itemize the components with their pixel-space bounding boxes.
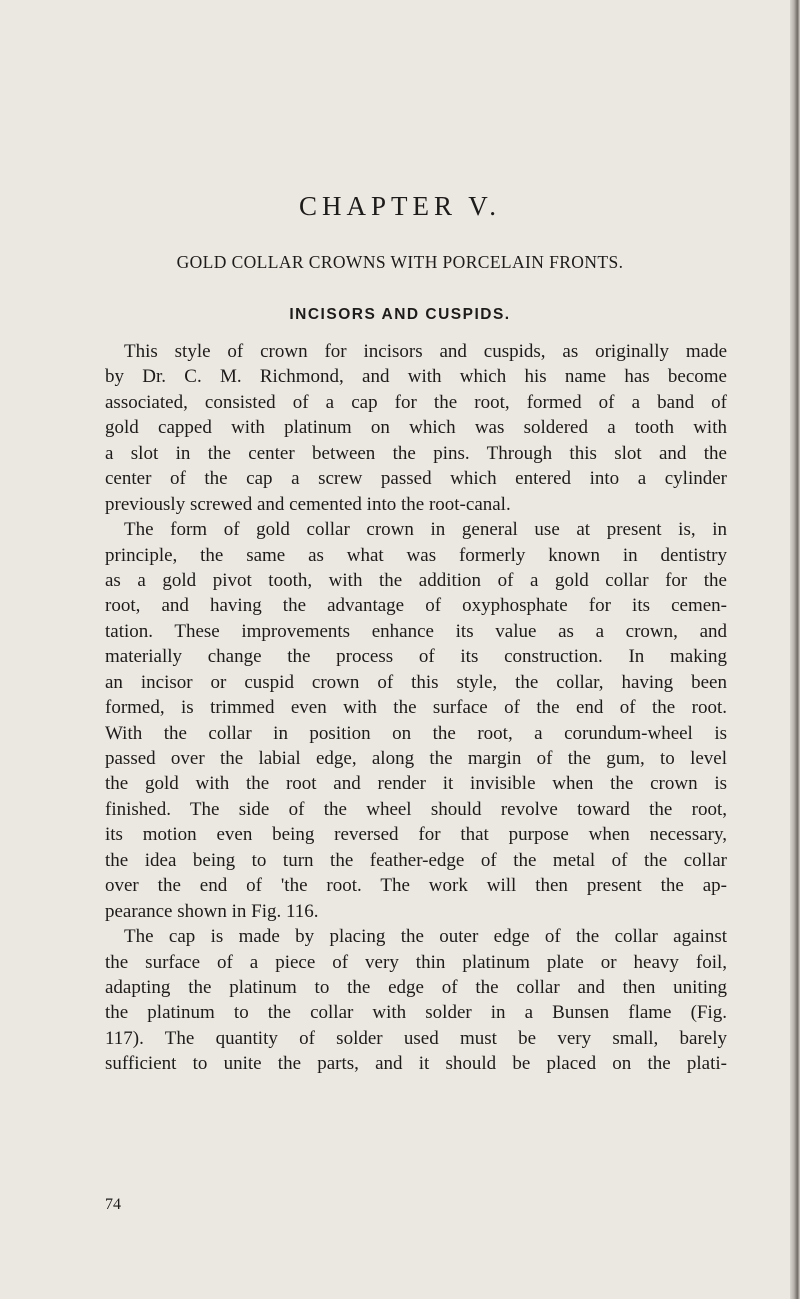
text-line: materially change the process of its construction. In making bbox=[105, 646, 727, 668]
text-line: center of the cap a screw passed which entered into a cylinder bbox=[105, 468, 727, 490]
text-line: the platinum to the collar with solder in a Bunsen flame (Fig. bbox=[105, 1002, 727, 1024]
text-line: passed over the labial edge, along the margin of the gum, to level bbox=[105, 748, 727, 769]
text-line: sufficient to unite the parts, and it should be placed on the plati- bbox=[105, 1053, 727, 1075]
text-line: by Dr. C. M. Richmond, and with which his name has become bbox=[105, 366, 727, 388]
text-line: the gold with the root and render it invisible when the crown is bbox=[105, 773, 727, 795]
text-line: previously screwed and cemented into the root-canal. bbox=[105, 493, 511, 515]
text-line: pearance shown in Fig. 116. bbox=[105, 900, 319, 922]
text-line: root, and having the advantage of oxyphosphate for its cemen- bbox=[105, 595, 727, 617]
section-heading: INCISORS AND CUSPIDS. bbox=[289, 306, 511, 323]
text-line: an incisor or cuspid crown of this style, the collar, having been bbox=[105, 671, 727, 693]
text-line: This style of crown for incisors and cuspids, as originally made bbox=[124, 341, 727, 362]
text-line: gold capped with platinum on which was soldered a tooth with bbox=[105, 417, 727, 439]
text-line: the surface of a piece of very thin platinum plate or heavy foil, bbox=[105, 951, 727, 973]
page-number: 74 bbox=[105, 1196, 121, 1213]
text-line: finished. The side of the wheel should revolve toward the root, bbox=[105, 798, 727, 820]
text-line: With the collar in position on the root, a corundum-wheel is bbox=[105, 722, 727, 744]
text-line: formed, is trimmed even with the surface of the end of the root. bbox=[105, 697, 727, 719]
body-text bbox=[105, 339, 727, 1077]
chapter-subtitle: GOLD COLLAR CROWNS WITH PORCELAIN FRONTS. bbox=[176, 252, 624, 272]
text-line: adapting the platinum to the edge of the collar and then uniting bbox=[105, 976, 727, 998]
text-line: the idea being to turn the feather-edge of the metal of the collar bbox=[105, 849, 727, 871]
text-line: over the end of 'the root. The work will then present the ap- bbox=[105, 875, 727, 897]
chapter-title: CHAPTER V. bbox=[298, 191, 502, 221]
text-line: The cap is made by placing the outer edge of the collar against bbox=[124, 926, 727, 948]
text-line: a slot in the center between the pins. Through this slot and the bbox=[105, 442, 727, 464]
text-line: as a gold pivot tooth, with the addition of a gold collar for the bbox=[105, 569, 727, 591]
text-line: principle, the same as what was formerly known in dentistry bbox=[105, 544, 727, 566]
text-line: tation. These improvements enhance its value as a crown, and bbox=[105, 620, 727, 642]
text-line: its motion even being reversed for that purpose when necessary, bbox=[105, 824, 727, 846]
text-line: The form of gold collar crown in general use at present is, in bbox=[124, 519, 727, 541]
text-line: associated, consisted of a cap for the root, formed of a band of bbox=[105, 391, 727, 413]
text-line: 117). The quantity of solder used must be very small, barely bbox=[105, 1027, 727, 1049]
